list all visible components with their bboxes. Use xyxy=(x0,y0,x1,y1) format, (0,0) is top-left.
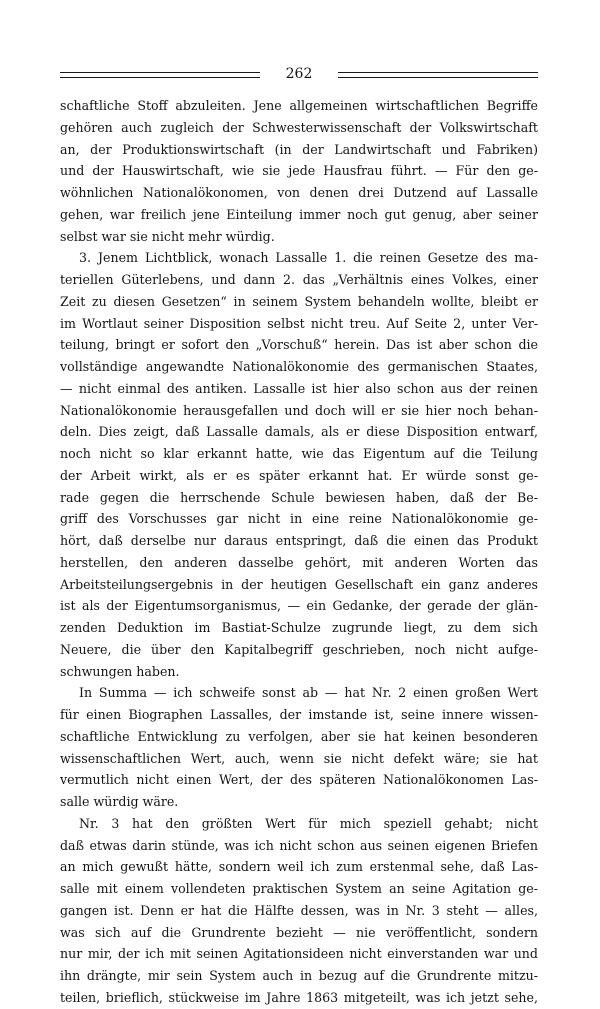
text-line: schwungen haben. xyxy=(60,663,180,679)
header-rule-right xyxy=(338,72,538,78)
text-line: herstellen, den anderen dasselbe gehört, mit anderen Worten das xyxy=(60,554,538,570)
text-line: im Wortlaut seiner Disposition selbst nicht treu. Auf Seite 2, unter Ver- xyxy=(60,315,538,331)
text-line: schaftliche Entwicklung zu verfolgen, aber sie hat keinen besonderen xyxy=(60,728,538,744)
text-line: vermutlich nicht einen Wert, der des späteren Nationalökonomen Las- xyxy=(60,772,538,788)
text-line: salle mit einem vollendeten praktischen System an seine Agitation ge- xyxy=(60,881,538,896)
text-line: ist als der Eigentumsorganismus, — ein Gedanke, der gerade der glän- xyxy=(60,598,538,614)
text-line: gehen, war freilich jene Einteilung immer noch gut genug, aber seiner xyxy=(60,206,538,222)
text-line: noch nicht so klar erkannt hatte, wie das Eigentum auf die Teilung xyxy=(60,446,538,461)
text-line: teilung, bringt er sofort den „Vorschuß“ herein. Das ist aber schon die xyxy=(60,337,538,353)
text-line: Nationalökonomie herausgefallen und doch will er sie hier noch behan- xyxy=(60,402,538,418)
text-line: griff des Vorschusses gar nicht in eine reine Nationalökonomie ge- xyxy=(60,511,538,527)
text-line: und der Hauswirtschaft, wie sie jede Hausfrau führt. — Für den ge- xyxy=(60,163,538,179)
text-line: selbst war sie nicht mehr würdig. xyxy=(60,228,275,244)
text-line: hört, daß derselbe nur daraus entspringt, daß die einen das Produkt xyxy=(60,533,538,548)
text-line: teriellen Güterlebens, und dann 2. das „Verhältnis eines Volkes, einer xyxy=(60,272,538,287)
text-line: gehören auch zugleich der Schwesterwissenschaft der Volkswirtschaft xyxy=(60,119,538,135)
text-line: wissenschaftlichen Wert, auch, wenn sie nicht defekt wäre; sie hat xyxy=(60,750,538,766)
text-line: ihn drängte, mir sein System auch in bezug auf die Grundrente mitzu- xyxy=(60,968,538,983)
text-line: In Summa — ich schweife sonst ab — hat Nr. 2 einen großen Wert xyxy=(79,685,538,701)
page-number: 262 xyxy=(285,66,313,82)
text-line: Neuere, die über den Kapitalbegriff geschrieben, noch nicht aufge- xyxy=(60,641,538,657)
text-line: für einen Biographen Lassalles, der imstande ist, seine innere wissen- xyxy=(60,707,538,722)
text-line: deln. Dies zeigt, daß Lassalle damals, als er diese Disposition entwarf, xyxy=(60,424,538,440)
text-line: Zeit zu diesen Gesetzen“ in seinem System behandeln wollte, bleibt er xyxy=(60,293,538,309)
text-line: rade gegen die herrschende Schule bewiesen haben, daß der Be- xyxy=(60,489,538,505)
text-line: an, der Produktionswirtschaft (in der Landwirtschaft und Fabriken) xyxy=(60,141,538,157)
page-header xyxy=(60,62,538,86)
text-line: teilen, brieflich, stückweise im Jahre 1863 mitgeteilt, was ich jetzt sehe, xyxy=(60,989,538,1005)
text-line: salle würdig wäre. xyxy=(60,794,179,809)
text-line: zenden Deduktion im Bastiat-Schulze zugrunde liegt, zu dem sich xyxy=(60,620,538,635)
text-line: Arbeitsteilungsergebnis in der heutigen Gesellschaft ein ganz anderes xyxy=(60,576,538,592)
text-line: daß etwas darin stünde, was ich nicht schon aus seinen eigenen Briefen xyxy=(60,837,538,853)
text-line: nur mir, der ich mit seinen Agitationsideen nicht einverstanden war und xyxy=(60,946,538,962)
text-line: Nr. 3 hat den größten Wert für mich speziell gehabt; nicht xyxy=(79,815,538,831)
body-text xyxy=(60,95,538,1009)
text-line: was sich auf die Grundrente bezieht — nie veröffentlicht, sondern xyxy=(60,924,538,940)
text-line: — nicht einmal des antiken. Lassalle ist hier also schon aus der reinen xyxy=(60,380,538,396)
text-line: an mich gewußt hätte, sondern weil ich zum erstenmal sehe, daß Las- xyxy=(60,859,538,875)
text-line: schaftliche Stoff abzuleiten. Jene allgemeinen wirtschaftlichen Begriffe xyxy=(60,98,538,113)
text-line: wöhnlichen Nationalökonomen, von denen drei Dutzend auf Lassalle xyxy=(60,185,538,200)
text-line: gangen ist. Denn er hat die Hälfte dessen, was in Nr. 3 steht — alles, xyxy=(60,902,538,918)
text-line: 3. Jenem Lichtblick, wonach Lassalle 1. die reinen Gesetze des ma- xyxy=(79,250,538,266)
text-line: der Arbeit wirkt, als er es später erkannt hat. Er würde sonst ge- xyxy=(60,467,538,483)
text-line: vollständige angewandte Nationalökonomie des germanischen Staates, xyxy=(60,359,538,374)
